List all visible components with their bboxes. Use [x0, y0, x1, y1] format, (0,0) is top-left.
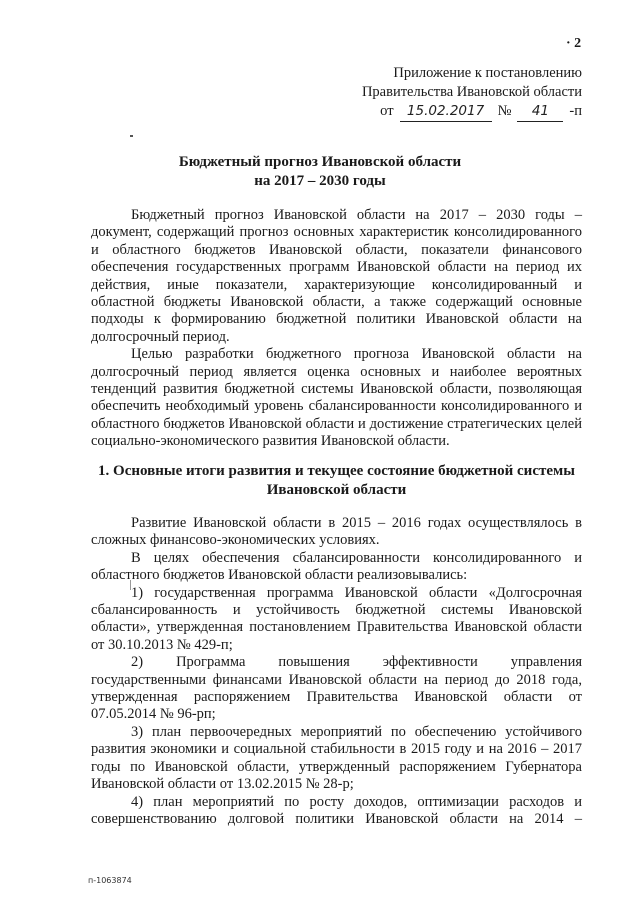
appendix-line-2: Правительства Ивановской области [361, 84, 582, 100]
list-item: 2) Программа повышения эффективности управления государственными финансами Ивановской области на период до 2018 года, утвержденная распоряжением Правительства Ивановской области от 07.05.2014 № 96-рп; [91, 654, 582, 723]
intro-paragraph: Целью разработки бюджетного прогноза Ивановской области на долгосрочный период является оценка основных и наиболее вероятных тенденций развития бюджетной системы Ивановской области, позволяющая обеспечить необходимый уровень сбалансированности консолидированного и областного бюджетов Ивановской области и достижение стратегических целей социально-экономического развития Ивановской области. [91, 346, 582, 450]
handwritten-number: 41 [517, 102, 563, 122]
section-paragraph: В целях обеспечения сбалансированности консолидированного и областного бюджетов Ивановской области реализовывались: [91, 549, 582, 584]
section-heading-line-2: Ивановской области [266, 482, 407, 498]
scan-mark [130, 135, 133, 137]
list-item: 4) план мероприятий по росту доходов, оптимизации расходов и совершенствованию долговой политики Ивановской области на 2014 – [91, 793, 582, 827]
from-label: от [380, 103, 394, 119]
list-item: 1) государственная программа Ивановской области «Долгосрочная сбалансированность и устойчивость бюджетной системы Ивановской области», утвержденная постановлением Правительства Ивановской области от 30.10.2013 № 429-п; [91, 584, 582, 653]
document-title-line-1: Бюджетный прогноз Ивановской области [178, 154, 462, 170]
number-label: № [497, 103, 512, 119]
number-suffix: -п [569, 103, 582, 119]
page-number: · 2 [566, 36, 582, 51]
section-body [91, 515, 582, 828]
footer-document-code: п-1063874 [88, 876, 132, 885]
document-title-line-2: на 2017 – 2030 годы [254, 173, 386, 189]
intro-block [91, 207, 582, 451]
intro-paragraph: Бюджетный прогноз Ивановской области на 2017 – 2030 годы – документ, содержащий прогноз основных характеристик консолидированного и областного бюджетов Ивановской области, показатели финансового обеспечения государственных программ Ивановской области на период их действия, иные показатели, характеризующие консолидированный и областной бюджеты Ивановской области, а также содержащий основные подходы к формированию бюджетной политики Ивановской области на долгосрочный период. [91, 207, 582, 345]
handwritten-date: 15.02.2017 [400, 102, 492, 122]
section-heading-line-1: 1. Основные итоги развития и текущее состояние бюджетной системы [98, 463, 575, 479]
appendix-line-1: Приложение к постановлению [393, 65, 582, 81]
appendix-date-number-line [380, 102, 582, 122]
section-paragraph: Развитие Ивановской области в 2015 – 2016 годах осуществлялось в сложных финансово-экономических условиях. [91, 515, 582, 549]
list-item: 3) план первоочередных мероприятий по обеспечению устойчивого развития экономики и социальной стабильности в 2015 году и на 2016 – 2017 годы по Ивановской области, утвержденный распоряжением Губернатора Ивановской области от 13.02.2015 № 28-р; [91, 723, 582, 793]
